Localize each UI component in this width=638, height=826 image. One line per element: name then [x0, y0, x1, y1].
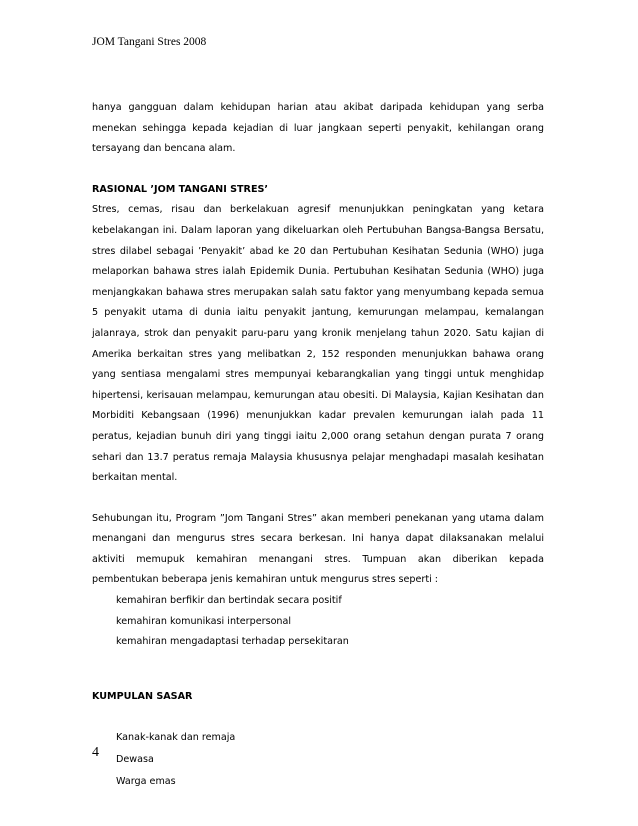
running-header: JOM Tangani Stres 2008 [92, 36, 207, 48]
intro-paragraph: hanya gangguan dalam kehidupan harian atau akibat daripada kehidupan yang serba menekan sehingga kepada kejadian di luar jangkaan seperti penyakit, kehilangan orang tersayang dan bencana alam. [92, 102, 544, 155]
page-body [92, 98, 544, 793]
list-item: kemahiran komunikasi interpersonal [116, 615, 292, 627]
page-number: 4 [92, 745, 99, 760]
rasional-paragraph: Stres, cemas, risau dan berkelakuan agresif menunjukkan peningkatan yang ketara kebelakangan ini. Dalam laporan yang dikeluarkan oleh Pertubuhan Bangsa-Bangsa Bersatu, stres dilabel sebagai ’Penyakit’ abad ke 20 dan Pertubuhan Kesihatan Sedunia (WHO) juga melaporkan bahawa stres ialah Epidemik Dunia. Pertubuhan Kesihatan Sedunia (WHO) juga menjangkakan bahawa stres merupakan salah satu faktor yang menyumbang kepada semua 5 penyakit utama di dunia iaitu penyakit jantung, kemurungan melampau, kemalangan jalanraya, strok dan penyakit paru-paru yang kronik menjelang tahun 2020. Satu kajian di Amerika berkaitan stres yang melibatkan 2, 152 responden menunjukkan bahawa orang yang sentiasa mengalami stres mempunyai kebarangkalian yang tinggi untuk menghidap hipertensi, kerisauan melampau, kemurungan atau obesiti. Di Malaysia, Kajian Kesihatan dan Morbiditi Kebangsaan (1996) menunjukkan kadar prevalen kemurungan ialah pada 11 peratus, kejadian bunuh diri yang tinggi iaitu 2,000 orang setahun dengan purata 7 orang sehari dan 13.7 peratus remaja Malaysia khususnya pelajar menghadapi masalah kesihatan berkaitan mental. [92, 204, 544, 484]
list-item: Warga emas [116, 776, 176, 788]
list-item: kemahiran berfikir dan bertindak secara positif [116, 595, 342, 607]
target-groups-list [92, 727, 544, 793]
program-paragraph: Sehubungan itu, Program ”Jom Tangani Stres” akan memberi penekanan yang utama dalam menangani dan mengurus stres secara berkesan. Ini hanya dapat dilaksanakan melalui aktiviti memupuk kemahiran menangani stres. Tumpuan akan diberikan kepada pembentukan beberapa jenis kemahiran untuk mengurus stres seperti : [92, 512, 544, 586]
list-item: Kanak-kanak dan remaja [116, 732, 236, 744]
list-item: kemahiran mengadaptasi terhadap persekitaran [116, 636, 349, 648]
section-heading-rasional: RASIONAL ’JOM TANGANI STRES’ [92, 183, 269, 195]
section-heading-kumpulan-sasar: KUMPULAN SASAR [92, 690, 193, 702]
skills-list [92, 591, 544, 653]
list-item: Dewasa [116, 754, 154, 766]
